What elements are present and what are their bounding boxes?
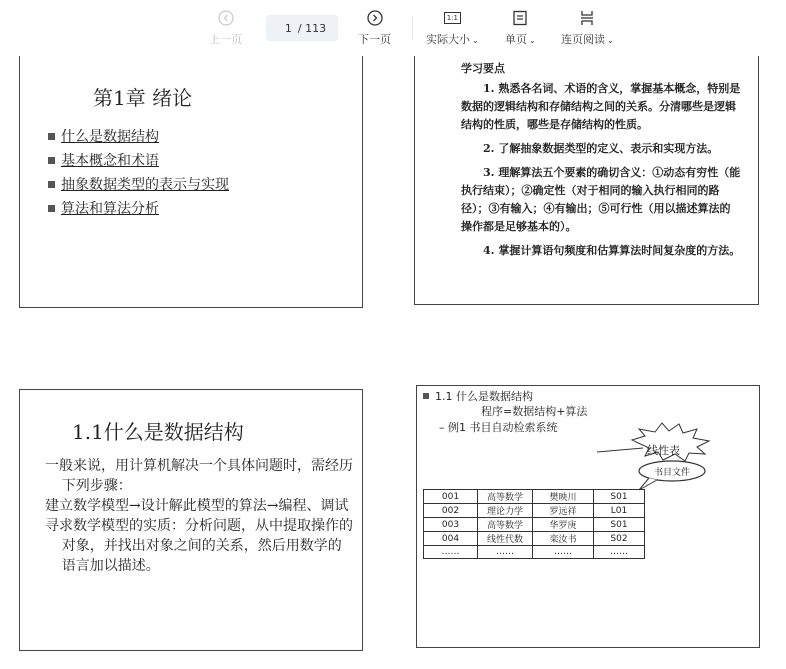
- toolbar-divider: [412, 16, 413, 40]
- next-page-button[interactable]: [358, 8, 391, 47]
- bullet-square-icon: [48, 181, 55, 188]
- topic-link[interactable]: 基本概念和术语: [61, 153, 159, 169]
- actual-size-button[interactable]: [426, 8, 479, 47]
- topic-list: [48, 126, 229, 222]
- prev-page-label: 上一页: [209, 33, 242, 46]
- page-total: / 113: [297, 21, 327, 35]
- slide-what-is-data-structure: [19, 389, 363, 651]
- learning-points: [461, 80, 741, 266]
- topic-link[interactable]: 什么是数据结构: [61, 129, 159, 145]
- actual-size-label: 实际大小: [426, 33, 470, 46]
- continuous-pages-icon: [577, 8, 597, 28]
- slide-example-catalog: [416, 385, 760, 648]
- actual-size-icon: 1:1: [442, 8, 462, 28]
- paragraph: 建立数学模型→设计解此模型的算法→编程、调试: [45, 498, 349, 514]
- slide-heading: 学习要点: [461, 62, 505, 75]
- chevron-down-icon: ⌄: [472, 36, 479, 45]
- next-page-label: 下一页: [358, 33, 391, 46]
- paragraph: 一般来说，用计算机解决一个具体问题时，需经历下列步骤：: [45, 458, 353, 494]
- slide-heading: 1.1 什么是数据结构: [423, 388, 533, 404]
- slide-title: 第1章 绪论: [93, 86, 193, 110]
- slide-body: [45, 456, 355, 576]
- bullet-square-icon: [48, 205, 55, 212]
- example-text: – 例1 书目自动检索系统: [439, 421, 558, 434]
- continuous-reading-label: 连页阅读: [561, 33, 605, 46]
- table-row: …… …… …… ……: [424, 546, 645, 559]
- chevron-up-icon: [216, 8, 236, 28]
- point-text: 3. 理解算法五个要素的确切含义：①动态有穷性（能执行结束）；②确定性（对于相同的输入执行相同的路径）；③有输入；④有输出；⑤可行性（用以描述算法的操作都是足够基本的）。: [461, 166, 741, 233]
- point-text: 2. 了解抽象数据类型的定义、表示和实现方法。: [483, 142, 719, 155]
- table-row: 001 高等数学 樊映川 S01: [424, 490, 645, 504]
- bullet-square-icon: [48, 157, 55, 164]
- slide-title: 1.1什么是数据结构: [72, 420, 244, 444]
- formula-text: 程序=数据结构+算法: [481, 405, 588, 418]
- table-row: 002 理论力学 罗远祥 L01: [424, 504, 645, 518]
- prev-page-button[interactable]: [209, 8, 242, 47]
- viewer-toolbar: [0, 0, 786, 50]
- table-row: 004 线性代数 栾汝书 S02: [424, 532, 645, 546]
- list-item: [48, 174, 229, 194]
- page-indicator: [266, 15, 338, 41]
- point-text: 4. 掌握计算语句频度和估算算法时间复杂度的方法。: [483, 244, 741, 257]
- point-text: 1. 熟悉各名词、术语的含义，掌握基本概念，特别是数据的逻辑结构和存储结构之间的关系。分清哪些是逻辑结构的性质，哪些是存储结构的性质。: [461, 82, 741, 131]
- callout-book-file: 书目文件: [654, 468, 691, 478]
- list-item: [48, 126, 229, 146]
- chevron-right-circle-icon: [365, 8, 385, 28]
- chevron-down-icon: ⌄: [607, 36, 614, 45]
- list-item: [48, 150, 229, 170]
- slide-learning-points: [414, 56, 759, 305]
- continuous-reading-button[interactable]: [561, 8, 614, 47]
- slide-chapter-title: [19, 56, 363, 308]
- topic-link[interactable]: 抽象数据类型的表示与实现: [61, 177, 229, 193]
- table-row: 003 高等数学 华罗庚 S01: [424, 518, 645, 532]
- bullet-square-icon: [48, 133, 55, 140]
- single-page-label: 单页: [505, 33, 527, 46]
- single-page-icon: [510, 8, 530, 28]
- topic-link[interactable]: 算法和算法分析: [61, 201, 159, 217]
- catalog-table: [423, 489, 645, 559]
- chevron-down-icon: ⌄: [529, 36, 536, 45]
- paragraph: 寻求数学模型的实质：分析问题，从中提取操作的对象，并找出对象之间的关系，然后用数学的语言加以描述。: [45, 518, 353, 574]
- callout-linear-list: 线性表: [647, 444, 680, 457]
- list-item: [48, 198, 229, 218]
- single-page-button[interactable]: [505, 8, 536, 47]
- page-number-input[interactable]: [278, 22, 292, 35]
